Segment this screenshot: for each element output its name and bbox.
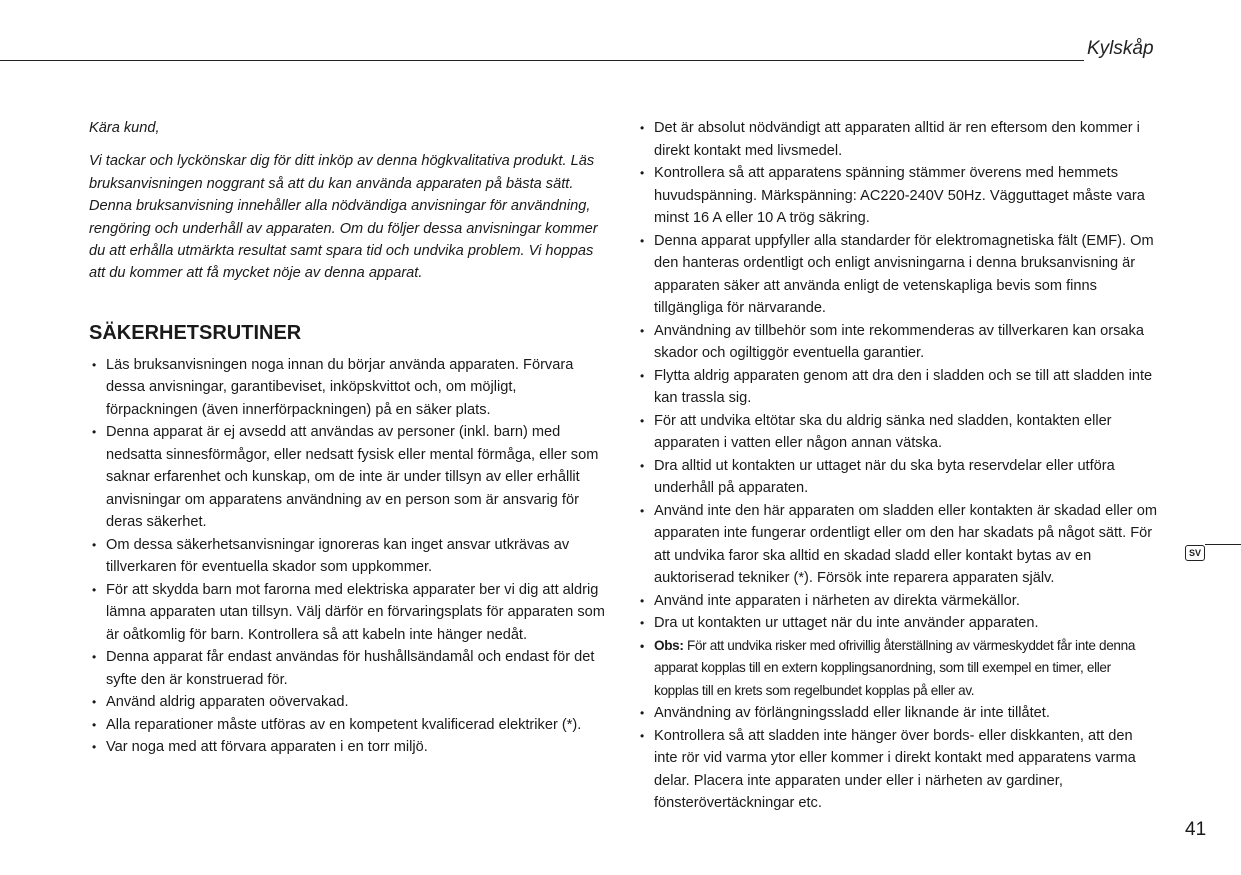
list-item: • Dra ut kontakten ur uttaget när du inte använder apparaten. <box>637 612 1157 635</box>
list-item: • Användning av förlängningssladd eller liknande är inte tillåtet. <box>637 702 1157 725</box>
list-item: • Använd inte den här apparaten om sladden eller kontakten är skadad eller om apparaten inte fungerar ordentligt eller om den har skadats på något sätt. För att undvika faror ska alltid en skadad sladd eller kontakt bytas av en auktoriserad tekniker (*). Försök inte reparera apparaten själv. <box>637 500 1157 590</box>
list-item: • Var noga med att förvara apparaten i en torr miljö. <box>89 736 609 759</box>
list-item: • Användning av tillbehör som inte rekommenderas av tillverkaren kan orsaka skador och ogiltiggör eventuella garantier. <box>637 320 1157 365</box>
list-item: • Dra alltid ut kontakten ur uttaget när du ska byta reservdelar eller utföra underhåll på apparaten. <box>637 455 1157 500</box>
list-item: • Kontrollera så att apparatens spänning stämmer överens med hemmets huvudspänning. Märkspänning: AC220-240V 50Hz. Vägguttaget måste vara minst 16 A eller 10 A trög säkring. <box>637 162 1157 230</box>
greeting: Kära kund, <box>89 120 160 136</box>
list-item: • Denna apparat får endast användas för hushållsändamål och endast för det syfte den är konstruerad för. <box>89 646 609 691</box>
language-tab: SV <box>1185 545 1205 561</box>
list-item: • Använd aldrig apparaten oövervakad. <box>89 691 609 714</box>
list-item: • Läs bruksanvisningen noga innan du börjar använda apparaten. Förvara dessa anvisningar, garantibeviset, inköpskvittot och, om möjligt, förpackningen (även innerförpackningen) på en säker plats. <box>89 354 609 422</box>
right-column <box>637 117 1157 815</box>
obs-text: För att undvika risker med ofrivillig återställning av värmeskyddet får inte denna apparat kopplas till en extern kopplingsanordning, som till exempel en timer, eller kopplas till en krets som regelbundet kopplas på eller av. <box>654 637 1136 698</box>
list-item: • Använd inte apparaten i närheten av direkta värmekällor. <box>637 590 1157 613</box>
list-item: • För att undvika eltötar ska du aldrig sänka ned sladden, kontakten eller apparaten i vatten eller någon annan vätska. <box>637 410 1157 455</box>
language-tab-line <box>1205 544 1241 545</box>
obs-label: Obs: <box>654 637 684 653</box>
list-item: • Om dessa säkerhetsanvisningar ignoreras kan inget ansvar utkrävas av tillverkaren för eventuella skador som uppkommer. <box>89 534 609 579</box>
list-item: • Alla reparationer måste utföras av en kompetent kvalificerad elektriker (*). <box>89 714 609 737</box>
left-column <box>89 117 609 759</box>
safety-list-right <box>637 117 1157 815</box>
safety-list-left <box>89 354 609 759</box>
page-number: 41 <box>1185 819 1207 840</box>
list-item: • För att skydda barn mot farorna med elektriska apparater ber vi dig att aldrig lämna apparaten utan tillsyn. Välj därför en förvaringsplats för apparaten som är oåtkomlig för barn. Kontrollera så att kabeln inte hänger nedåt. <box>89 579 609 647</box>
header-rule <box>0 60 1084 61</box>
obs-note <box>637 635 1157 703</box>
list-item: • Det är absolut nödvändigt att apparaten alltid är ren eftersom den kommer i direkt kontakt med livsmedel. <box>637 117 1157 162</box>
section-heading: SÄKERHETSRUTINER <box>89 321 302 344</box>
intro-paragraph: Vi tackar och lyckönskar dig för ditt inköp av denna högkvalitativa produkt. Läs bruksanvisningen noggrant så att du kan använda apparaten på bästa sätt. Denna bruksanvisning innehåller alla nödvändiga anvisningar för användning, rengöring och underhåll av apparaten. Om du följer dessa anvisningar kommer du att erhålla utmärkta resultat samt spara tid och undvika problem. Vi hoppas att du kommer att få mycket nöje av denna apparat. <box>89 153 598 282</box>
running-header-title: Kylskåp <box>1087 38 1154 59</box>
list-item: • Denna apparat uppfyller alla standarder för elektromagnetiska fält (EMF). Om den hanteras ordentligt och enligt anvisningarna i denna bruksanvisning är apparaten säker att använda enligt de vetenskapliga bevis som finns tillgängliga för närvarande. <box>637 230 1157 320</box>
list-item: • Kontrollera så att sladden inte hänger över bords- eller diskkanten, att den inte rör vid varma ytor eller kommer i direkt kontakt med apparatens varma delar. Placera inte apparaten under eller i närheten av gardiner, fönsterövertäckningar etc. <box>637 725 1157 815</box>
list-item: • Flytta aldrig apparaten genom att dra den i sladden och se till att sladden inte kan trassla sig. <box>637 365 1157 410</box>
list-item: • Denna apparat är ej avsedd att användas av personer (inkl. barn) med nedsatta sinnesförmågor, eller nedsatt fysisk eller mental förmåga, eller som saknar erfarenhet och kunskap, om de inte är under tillsyn av eller erhållit anvisningar om apparatens användning av en person som är ansvarig för deras säkerhet. <box>89 421 609 534</box>
